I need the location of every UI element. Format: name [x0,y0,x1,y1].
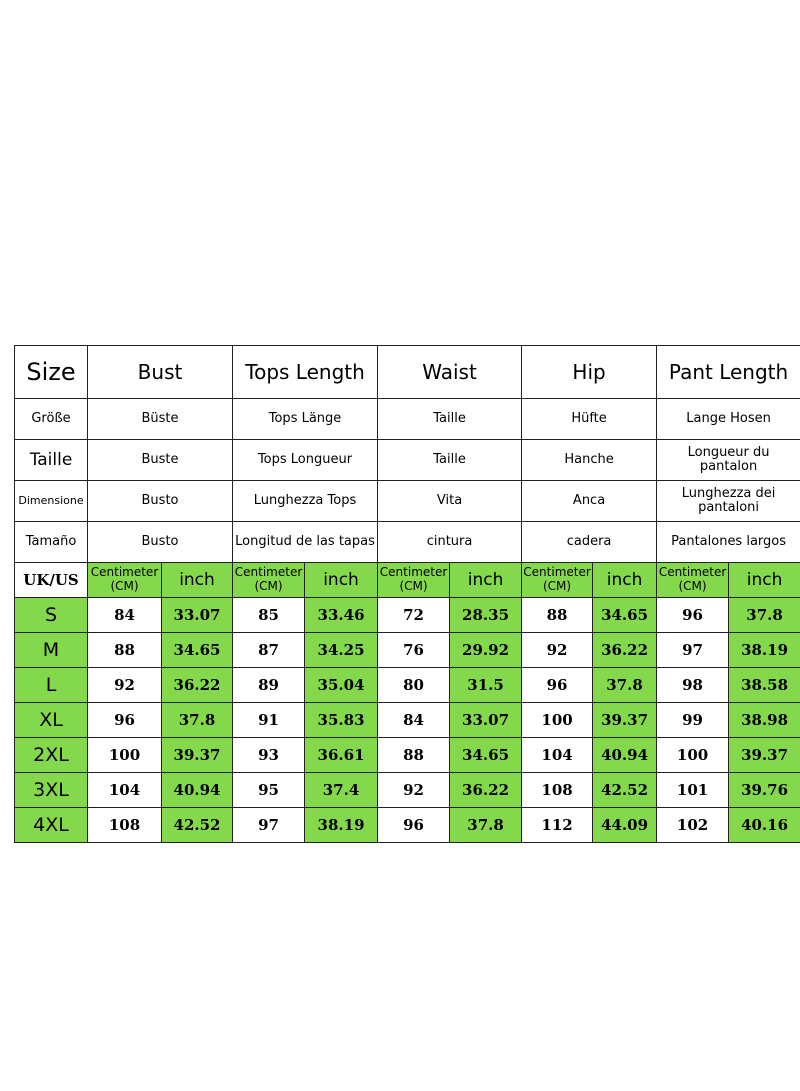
unit-row [15,563,800,598]
waist-inch-cell: 29.92 [450,633,522,668]
translation-hip: Hüfte [522,399,657,440]
translation-hip: Anca [522,481,657,522]
pant-cm-cell: 99 [657,703,729,738]
tops-cm-cell: 85 [233,598,305,633]
pant-cm-cell: 102 [657,808,729,843]
translation-tops-length: Lunghezza Tops [233,481,378,522]
bust-cm-cell: 108 [88,808,162,843]
unit-inch: inch [450,563,522,598]
size-chart-table [14,345,800,843]
translation-bust: Buste [88,440,233,481]
translation-pant-length: Pantalones largos [657,522,800,563]
bust-inch-cell: 42.52 [162,808,233,843]
hip-inch-cell: 44.09 [593,808,657,843]
tops-cm-cell: 91 [233,703,305,738]
header-waist: Waist [378,346,522,399]
waist-cm-cell: 88 [378,738,450,773]
hip-cm-cell: 88 [522,598,593,633]
hip-cm-cell: 92 [522,633,593,668]
table-row [15,808,800,843]
waist-cm-cell: 84 [378,703,450,738]
translation-hip: Hanche [522,440,657,481]
size-cell: 2XL [15,738,88,773]
unit-cm: Centimeter (CM) [233,563,305,598]
translation-row-es [15,522,800,563]
tops-cm-cell: 87 [233,633,305,668]
translation-label: Tamaño [15,522,88,563]
waist-cm-cell: 80 [378,668,450,703]
pant-cm-cell: 101 [657,773,729,808]
translation-label: Dimensione [15,481,88,522]
pant-cm-cell: 97 [657,633,729,668]
header-hip: Hip [522,346,657,399]
bust-cm-cell: 100 [88,738,162,773]
bust-inch-cell: 37.8 [162,703,233,738]
unit-cm: Centimeter (CM) [657,563,729,598]
unit-inch: inch [305,563,378,598]
translation-row-fr [15,440,800,481]
translation-pant-length: Lunghezza dei pantaloni [657,481,800,522]
tops-inch-cell: 33.46 [305,598,378,633]
waist-inch-cell: 36.22 [450,773,522,808]
translation-label: Größe [15,399,88,440]
bust-inch-cell: 36.22 [162,668,233,703]
size-cell: S [15,598,88,633]
bust-inch-cell: 39.37 [162,738,233,773]
pant-inch-cell: 38.98 [729,703,800,738]
header-pant-length: Pant Length [657,346,800,399]
tops-inch-cell: 34.25 [305,633,378,668]
size-cell: 3XL [15,773,88,808]
unit-cm: Centimeter (CM) [378,563,450,598]
hip-cm-cell: 100 [522,703,593,738]
size-cell: XL [15,703,88,738]
pant-inch-cell: 38.58 [729,668,800,703]
table-row [15,598,800,633]
size-cell: L [15,668,88,703]
bust-inch-cell: 34.65 [162,633,233,668]
pant-cm-cell: 100 [657,738,729,773]
tops-inch-cell: 35.04 [305,668,378,703]
pant-inch-cell: 39.37 [729,738,800,773]
waist-inch-cell: 33.07 [450,703,522,738]
bust-cm-cell: 92 [88,668,162,703]
bust-cm-cell: 84 [88,598,162,633]
waist-inch-cell: 34.65 [450,738,522,773]
unit-cm: Centimeter (CM) [522,563,593,598]
waist-cm-cell: 76 [378,633,450,668]
bust-inch-cell: 40.94 [162,773,233,808]
table-row [15,738,800,773]
bust-cm-cell: 104 [88,773,162,808]
pant-cm-cell: 96 [657,598,729,633]
hip-cm-cell: 96 [522,668,593,703]
pant-inch-cell: 38.19 [729,633,800,668]
bust-cm-cell: 88 [88,633,162,668]
translation-bust: Busto [88,522,233,563]
waist-inch-cell: 37.8 [450,808,522,843]
hip-inch-cell: 34.65 [593,598,657,633]
translation-waist: Taille [378,399,522,440]
translation-pant-length: Lange Hosen [657,399,800,440]
translation-label: Taille [15,440,88,481]
table-row [15,773,800,808]
tops-inch-cell: 37.4 [305,773,378,808]
translation-bust: Büste [88,399,233,440]
unit-inch: inch [593,563,657,598]
unit-cm: Centimeter (CM) [88,563,162,598]
tops-cm-cell: 97 [233,808,305,843]
pant-inch-cell: 40.16 [729,808,800,843]
hip-cm-cell: 108 [522,773,593,808]
waist-cm-cell: 92 [378,773,450,808]
pant-cm-cell: 98 [657,668,729,703]
waist-cm-cell: 96 [378,808,450,843]
translation-row-de [15,399,800,440]
translation-pant-length: Longueur du pantalon [657,440,800,481]
pant-inch-cell: 39.76 [729,773,800,808]
table-row [15,668,800,703]
region-label: UK/US [15,563,88,598]
tops-cm-cell: 95 [233,773,305,808]
table-row [15,703,800,738]
translation-tops-length: Longitud de las tapas [233,522,378,563]
unit-inch: inch [729,563,800,598]
tops-cm-cell: 93 [233,738,305,773]
translation-tops-length: Tops Länge [233,399,378,440]
waist-inch-cell: 28.35 [450,598,522,633]
table-row [15,633,800,668]
unit-inch: inch [162,563,233,598]
waist-cm-cell: 72 [378,598,450,633]
translation-waist: Taille [378,440,522,481]
translation-waist: Vita [378,481,522,522]
tops-cm-cell: 89 [233,668,305,703]
header-row [15,346,800,399]
waist-inch-cell: 31.5 [450,668,522,703]
hip-inch-cell: 40.94 [593,738,657,773]
hip-inch-cell: 42.52 [593,773,657,808]
header-size: Size [15,346,88,399]
hip-inch-cell: 39.37 [593,703,657,738]
tops-inch-cell: 38.19 [305,808,378,843]
translation-hip: cadera [522,522,657,563]
bust-cm-cell: 96 [88,703,162,738]
translation-bust: Busto [88,481,233,522]
hip-cm-cell: 112 [522,808,593,843]
translation-waist: cintura [378,522,522,563]
pant-inch-cell: 37.8 [729,598,800,633]
size-cell: M [15,633,88,668]
hip-inch-cell: 37.8 [593,668,657,703]
translation-row-it [15,481,800,522]
hip-cm-cell: 104 [522,738,593,773]
bust-inch-cell: 33.07 [162,598,233,633]
tops-inch-cell: 35.83 [305,703,378,738]
size-cell: 4XL [15,808,88,843]
hip-inch-cell: 36.22 [593,633,657,668]
tops-inch-cell: 36.61 [305,738,378,773]
header-tops-length: Tops Length [233,346,378,399]
header-bust: Bust [88,346,233,399]
translation-tops-length: Tops Longueur [233,440,378,481]
